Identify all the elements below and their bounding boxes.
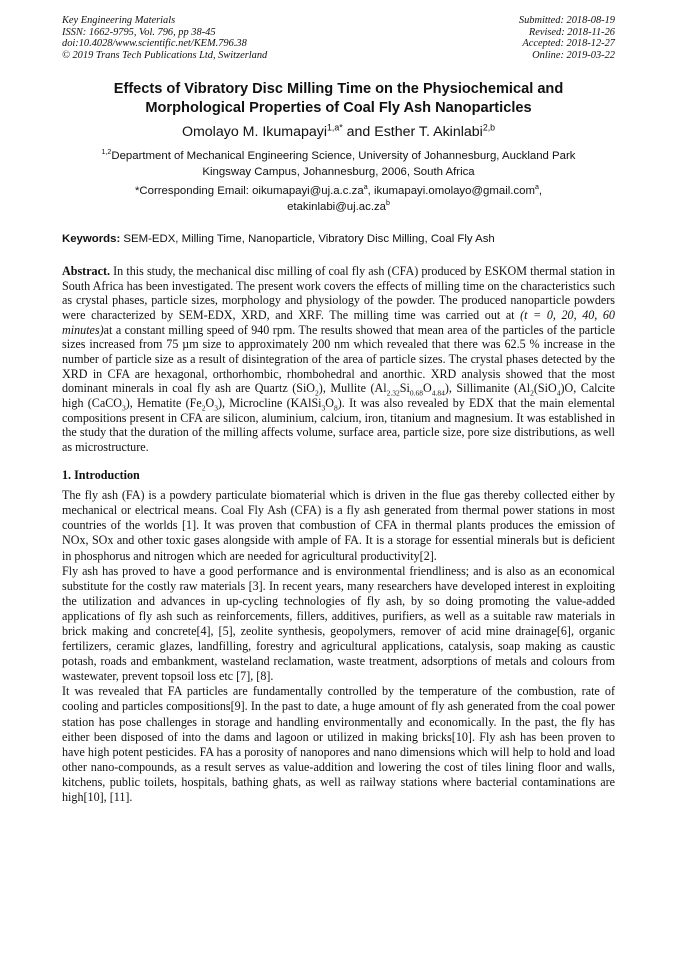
journal-name: Key Engineering Materials <box>62 15 176 26</box>
author-list <box>62 124 615 141</box>
email-2-marker: a <box>534 184 539 192</box>
author-1: Omolayo M. Ikumapayi <box>181 124 328 140</box>
abstract-text: O <box>205 395 215 410</box>
affiliation-marker: 1,2 <box>101 149 112 157</box>
title-line-1: Effects of Vibratory Disc Milling Time on the Physiochemical and <box>113 81 564 97</box>
abstract-text: at a constant milling speed of 940 rpm. The results showed that mean area of the particles of the particle sizes increased from 75 µm size to approximately 200 nm which revealed that there was 62.5 % increase in the number of particle size as a result of disintegration of the area of particle sizes. The crystal phases detected by the XRD in CFA are hexagonal, orthorhombic, rhombohedral and anorthic. XRD analysis showed that the most dominant minerals in coal fly ash are Quartz (SiO <box>62 322 615 396</box>
date-accepted: Accepted: 2018-12-27 <box>522 38 615 49</box>
introduction-body <box>62 488 615 805</box>
section-heading-introduction: 1. Introduction <box>62 467 140 482</box>
abstract-text: ). It was also revealed by EDX that the main elemental compositions present in CFA are silicon, aluminium, calcium, iron, titanium and magnesium. It was established in the study that the duration of the milling affects volume, surface area, particle size, pore size distributions, as well as microstructure. <box>62 395 615 454</box>
abstract-text: ), Sillimanite (Al <box>444 381 531 396</box>
journal-header <box>62 15 615 61</box>
email-prefix: *Corresponding Email: <box>134 185 253 197</box>
email-sep: , <box>367 185 374 197</box>
affiliation-text-1: Department of Mechanical Engineering Science, University of Johannesburg, Auckland Park <box>111 150 576 162</box>
subscript: 2 <box>530 388 534 398</box>
email-line-1 <box>62 184 615 200</box>
subscript: 3 <box>122 403 126 413</box>
affiliation <box>62 149 615 180</box>
intro-paragraph-1: The fly ash (FA) is a powdery particulate biomaterial which is driven in the flue gas thereby collected either by mechanical or electrical means. Coal Fly Ash (CFA) is a fly ash generated from thermal power stations in most countries of the worlds [1]. It was proven that combustion of CFA in thermal plants produces the emission of NOx, SOx and other toxic gases alongside with ample of FA. It is a storage for essential minerals but is deficient in phosphorus and nitrogen which are needed for agricultural productivity[2]. <box>62 488 615 563</box>
affiliation-line-1 <box>62 149 615 165</box>
paper-title <box>62 80 615 117</box>
subscript: 4 <box>556 388 561 398</box>
paper-page <box>62 15 615 805</box>
date-online: Online: 2019-03-22 <box>532 49 615 61</box>
email-1-marker: a <box>363 184 368 192</box>
date-submitted: Submitted: 2018-08-19 <box>518 15 615 26</box>
email-sep-2: , <box>538 185 543 197</box>
abstract-text: ), Mullite (Al <box>318 381 387 396</box>
intro-paragraph-3: It was revealed that FA particles are fundamentally controlled by the temperature of the combustion, rate of cooling and particles compositions[9]. In the past to date, a huge amount of fly ash generated from the coal power station has pose challenges in storage and handling environmentally and economically. In the past, the fly has either been disposed of into the dams and lagoon or utilized in making bricks[10]. Fly ash has been proven to have high potent pesticides. FA has a porosity of nanopores and nano dimensions which will help to hold and load other nano-compounds, as a result serves as value-addition and lowering the cost of tiles lining floor and walls, kitchens, public toilets, hospitals, bathing ghats, as well as railway stations where bacterial contaminations are high[10], [11]. <box>62 684 615 804</box>
affiliation-line-2: Kingsway Campus, Johannesburg, 2006, South Africa <box>202 165 475 178</box>
subscript: 3 <box>321 403 326 413</box>
abstract-text: Si <box>399 381 410 396</box>
subscript: 3 <box>214 403 218 413</box>
email-line-2 <box>62 200 615 216</box>
subscript: 2 <box>315 388 319 398</box>
journal-doi: doi:10.4028/www.scientific.net/KEM.796.38 <box>62 38 247 49</box>
journal-copyright: © 2019 Trans Tech Publications Ltd, Switzerland <box>62 49 268 61</box>
keywords-label: Keywords: <box>62 233 121 245</box>
title-line-2: Morphological Properties of Coal Fly Ash Nanoparticles <box>145 99 532 116</box>
keywords-text: SEM-EDX, Milling Time, Nanoparticle, Vibratory Disc Milling, Coal Fly Ash <box>120 233 495 245</box>
submission-dates <box>519 15 615 61</box>
author-conjunction: and <box>342 124 375 140</box>
abstract-text: ), Microcline (KAlSi <box>218 395 322 410</box>
author-2: Esther T. Akinlabi <box>374 124 483 140</box>
subscript: 8 <box>334 403 338 413</box>
email-3-marker: b <box>386 199 390 207</box>
author-2-marker: 2,b <box>482 122 496 133</box>
subscript: 2.32 <box>386 388 400 398</box>
journal-issn: ISSN: 1662-9795, Vol. 796, pp 38-45 <box>62 26 216 38</box>
abstract-text: O <box>325 395 335 410</box>
intro-paragraph-2: Fly ash has proved to have a good performance and is environmental friendliness; and is also as an economical substitute for the costly raw materials [3]. In recent years, many researchers have developed interest in exploiting the utilization and advances in up-cycling technologies of fly ash, by so doing promoting the value-added applications of fly ash such as reinforcements, fillers, additives, purifiers, as well as a suitable raw materials in brick making and concrete[4], [5], zeolite synthesis, geopolymers, remover of acid mine drainage[6], organic fertilizers, ceramic glazes, landfilling, forestry and agricultural applications, catalysis, soap making as caustic potash, roads and embankment, wasteland reclamation, waste treatment, adsorptions of metals and colours from wastewater, prevent topsoil loss etc [7], [8]. <box>62 563 615 684</box>
subscript: 0.68 <box>409 388 423 398</box>
abstract-text: (SiO <box>533 381 557 396</box>
email-link-2[interactable]: ikumapayi.omolayo@gmail.com <box>373 185 535 197</box>
keywords <box>62 232 615 246</box>
abstract <box>62 264 615 455</box>
abstract-text: )O, Calcite high (CaCO <box>62 381 616 410</box>
abstract-text: In this study, the mechanical disc milling of coal fly ash (CFA) produced by ESKOM thermal station in South Africa has been investigated. The present work covers the effects of milling time on the characteristics such as crystal phases, particle sizes, morphology and physiology of the powder. The produced nanoparticle powders were characterized by SEM-EDX, XRD, and XRF. The milling time was carried out at <box>62 264 615 322</box>
email-link-3[interactable]: etakinlabi@uj.ac.za <box>287 200 387 213</box>
milling-time-formula: (t = 0, 20, 40, 60 minutes) <box>62 307 615 337</box>
author-1-marker: 1,a* <box>327 122 343 133</box>
subscript: 2 <box>201 403 206 413</box>
abstract-label: Abstract. <box>62 264 111 278</box>
abstract-text: O <box>422 381 432 396</box>
email-link-1[interactable]: oikumapayi@uj.a.c.za <box>252 185 364 197</box>
abstract-text: ), Hematite (Fe <box>125 395 202 410</box>
date-revised: Revised: 2018-11-26 <box>528 26 615 38</box>
journal-info <box>62 15 267 61</box>
corresponding-email <box>62 184 615 215</box>
subscript: 4.84 <box>431 388 445 398</box>
